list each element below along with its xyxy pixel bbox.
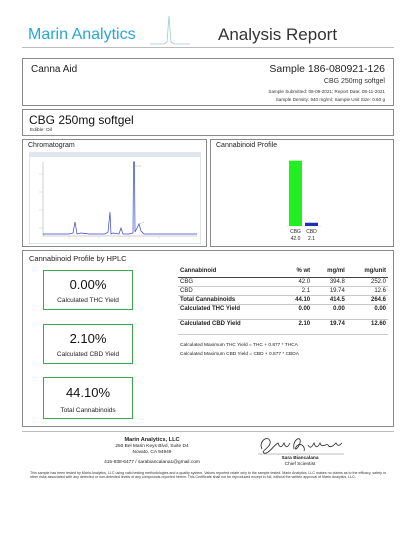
bar-cbg bbox=[289, 161, 302, 226]
category-label-cbd: CBD bbox=[306, 229, 317, 235]
total-cannabinoids-value: 44.10% bbox=[65, 385, 111, 400]
table-row-cbd-yield bbox=[178, 319, 388, 334]
hplc-panel bbox=[22, 250, 394, 427]
client-name: Canna Aid bbox=[31, 64, 78, 75]
report-header bbox=[0, 0, 416, 50]
value-label-cbd: 2.1 bbox=[308, 236, 315, 242]
table-row bbox=[178, 277, 388, 286]
bar-cbd bbox=[305, 223, 318, 226]
value-label-cbg: 42.0 bbox=[290, 236, 301, 242]
cbd-yield-value: 2.10% bbox=[69, 331, 107, 346]
table-row bbox=[178, 286, 388, 295]
row-percent-wt: 0.00 bbox=[282, 304, 312, 319]
hplc-title: Cannabinoid Profile by HPLC bbox=[29, 254, 127, 263]
product-panel bbox=[22, 109, 394, 136]
thc-yield-label: Calculated THC Yield bbox=[57, 297, 119, 304]
col-mg-unit: mg/unit bbox=[347, 266, 388, 277]
sample-density: Sample Density: 940 mg/ml; Sample Unit Size: 0.60 g bbox=[275, 97, 385, 102]
thc-yield-value: 0.00% bbox=[69, 277, 107, 292]
lab-contact: 415-938-6477 / sarabiancalana1@gmail.com bbox=[104, 460, 200, 465]
row-percent-wt: 44.10 bbox=[282, 295, 312, 304]
row-percent-wt: 42.0 bbox=[282, 277, 312, 286]
row-cannabinoid: Calculated THC Yield bbox=[178, 304, 282, 319]
row-mg-ml: 19.74 bbox=[312, 319, 347, 334]
lab-name: Marin Analytics, LLC bbox=[124, 437, 180, 443]
sample-dates: Sample Submitted: 08-09-2021; Report Date: 08-11-2021 bbox=[268, 89, 385, 94]
col-percent-wt: % wt bbox=[282, 266, 312, 277]
profile-title: Cannabinoid Profile bbox=[216, 142, 278, 149]
cannabinoid-profile-chart bbox=[211, 140, 395, 248]
row-cannabinoid: Calculated CBD Yield bbox=[178, 319, 282, 334]
results-table-header bbox=[178, 266, 388, 277]
cbd-yield-formula: Calculated Maximum CBD Yield = CBD + 0.877 * CBDA bbox=[180, 352, 299, 357]
row-mg-ml: 394.8 bbox=[312, 277, 347, 286]
signatory-name: Sara Biancalana bbox=[281, 456, 319, 461]
report-title: Analysis Report bbox=[218, 25, 338, 44]
product-type: Edible: Oil bbox=[30, 128, 52, 133]
row-cannabinoid: Total Cannabinoids bbox=[178, 295, 282, 304]
table-row-total bbox=[178, 295, 388, 304]
lab-address-line2: Novato, CA 94949 bbox=[132, 450, 172, 455]
product-name: CBG 250mg softgel bbox=[29, 113, 134, 127]
brand-name: Marin Analytics bbox=[28, 26, 136, 43]
category-label-cbg: CBG bbox=[290, 229, 301, 235]
sample-info-panel bbox=[22, 58, 394, 106]
brand-logo-peak-icon bbox=[150, 12, 190, 48]
row-cannabinoid: CBG bbox=[178, 277, 282, 286]
disclaimer-text: This sample has been tested by Marin Analytics, LLC using valid testing methodologies and a quality system. Values reported relate only to the sample tested. Marin Analytics, LLC makes no claims as to the efficacy, safety or other risks associated with any detected or non-detected levels of any compounds reported herein. This Certificate shall not be reproduced except in full, without the written approval of Marin Analytics, LLC. bbox=[30, 471, 387, 480]
signature-image bbox=[254, 431, 346, 457]
total-cannabinoids-card bbox=[43, 377, 133, 419]
chromatogram-panel bbox=[22, 139, 207, 247]
row-percent-wt: 2.10 bbox=[282, 319, 312, 334]
col-mg-ml: mg/ml bbox=[312, 266, 347, 277]
sample-name: CBG 250mg softgel bbox=[323, 78, 385, 85]
chromatogram-title: Chromatogram bbox=[28, 142, 75, 149]
thc-yield-card bbox=[43, 270, 133, 310]
row-mg-unit: 252.0 bbox=[347, 277, 388, 286]
report-footer bbox=[22, 431, 394, 521]
thc-yield-formula: Calculated Maximum THC Yield = THC + 0.877 * THCA bbox=[180, 343, 298, 348]
row-mg-unit: 12.60 bbox=[347, 319, 388, 334]
row-mg-unit: 0.00 bbox=[347, 304, 388, 319]
signatory-title: Chief Scientist bbox=[284, 462, 316, 467]
results-table bbox=[178, 266, 388, 335]
row-mg-ml: 0.00 bbox=[312, 304, 347, 319]
row-cannabinoid: CBD bbox=[178, 286, 282, 295]
col-cannabinoid: Cannabinoid bbox=[178, 266, 282, 277]
row-mg-ml: 414.5 bbox=[312, 295, 347, 304]
row-mg-unit: 12.6 bbox=[347, 286, 388, 295]
lab-address-line1: 250 Bel Marin Keys Blvd, Suite D4 bbox=[115, 444, 189, 449]
chromatogram-image bbox=[29, 152, 201, 244]
row-mg-ml: 19.74 bbox=[312, 286, 347, 295]
cannabinoid-profile-panel bbox=[210, 139, 394, 247]
row-percent-wt: 2.1 bbox=[282, 286, 312, 295]
row-mg-unit: 264.6 bbox=[347, 295, 388, 304]
cbd-yield-label: Calculated CBD Yield bbox=[56, 351, 120, 358]
cbd-yield-card bbox=[43, 324, 133, 364]
header-divider bbox=[22, 47, 394, 48]
sample-number: Sample 186-080921-126 bbox=[269, 63, 385, 75]
table-row-thc-yield bbox=[178, 304, 388, 319]
total-cannabinoids-label: Total Cannabinoids bbox=[60, 407, 116, 414]
